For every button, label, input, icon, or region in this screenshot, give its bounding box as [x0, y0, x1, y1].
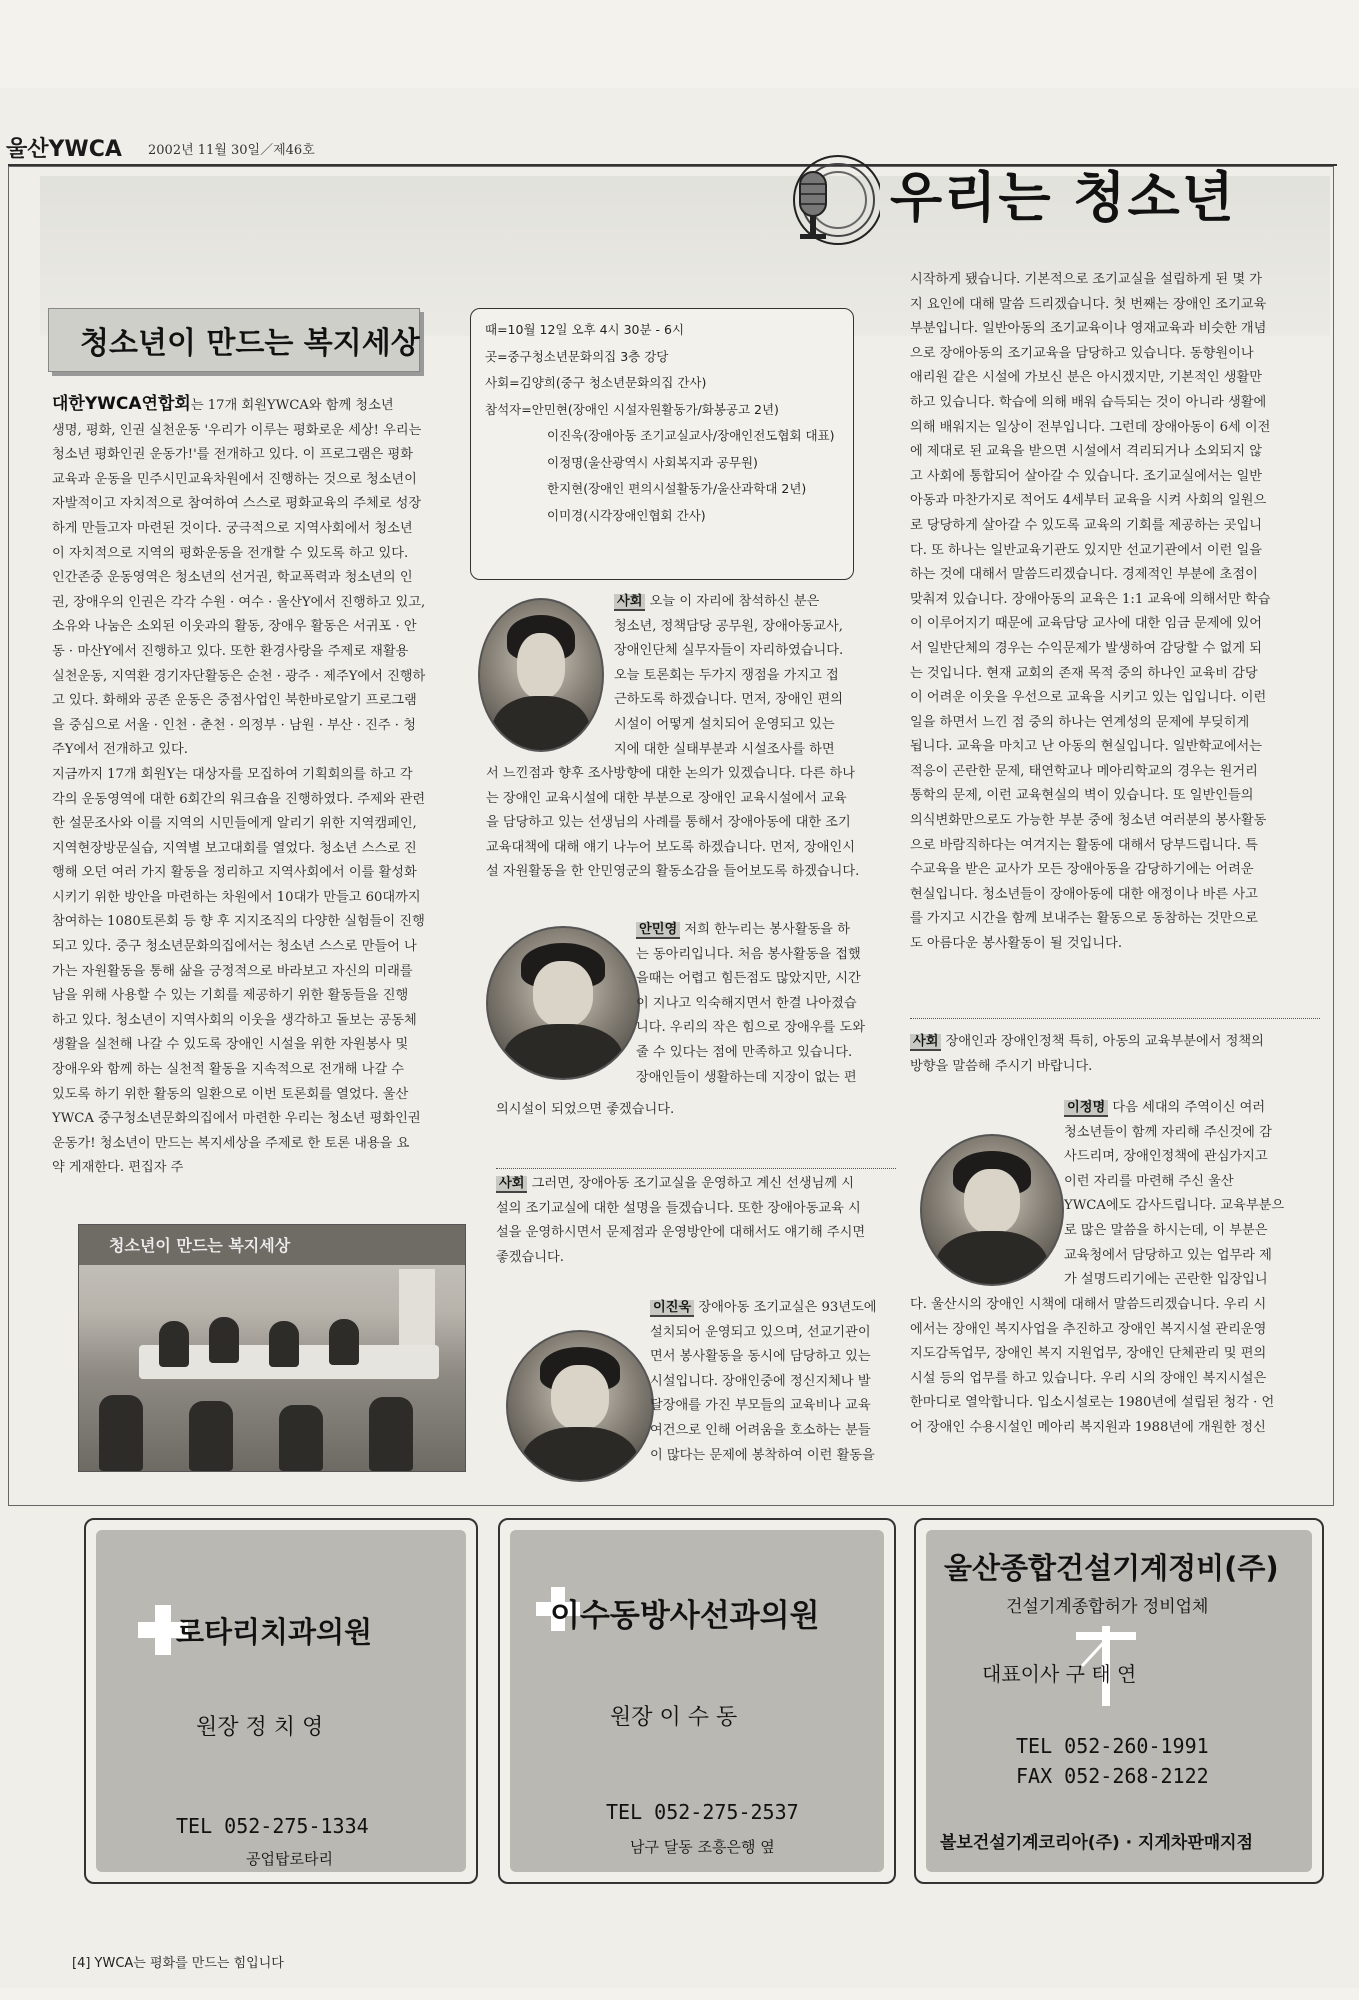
photo-lee-jungmyung — [920, 1134, 1064, 1286]
text-line: 일을 하면서 느낀 점 중의 하나는 연계성의 문제에 부딪히게 — [910, 714, 1250, 730]
moderator-block-2 — [496, 1172, 892, 1270]
ad-director: 원장 이 수 동 — [610, 1705, 738, 1730]
text-line: 시설입니다. 장애인중에 정신지체나 발 — [650, 1373, 871, 1389]
moderator-block-3 — [910, 1030, 1320, 1079]
text-line: 하고 있다. 청소년이 지역사회의 이웃을 생각하고 돌보는 공동체 — [52, 1012, 417, 1028]
text-line: 달장애를 가진 부모들의 교육비나 교육 — [650, 1398, 871, 1414]
text-line: 자발적이고 자치적으로 참여하여 스스로 평화교육의 주체로 성장 — [52, 496, 422, 512]
text-line: 는 것입니다. 현재 교회의 존재 목적 중의 하나인 교육비 감당 — [910, 665, 1258, 681]
text-line: 청소년들이 함께 자리해 주신것에 감 — [1064, 1124, 1272, 1140]
text-line: 오늘 토론회는 두가지 쟁점을 가지고 접 — [614, 667, 839, 683]
ad-leesoodong-radiology — [498, 1518, 896, 1884]
ad-name: 로타리치과의원 — [176, 1615, 373, 1649]
text-line: 방향을 말씀해 주시기 바랍니다. — [910, 1058, 1093, 1074]
speaker-name: 이정명 — [1064, 1100, 1108, 1117]
text-line: 하게 만들고자 마련된 것이다. 궁극적으로 지역사회에서 청소년 — [52, 520, 413, 536]
text-line: 주Y에서 전개하고 있다. — [52, 742, 188, 758]
divider — [496, 1168, 896, 1169]
text-line: 가 설명드리기에는 곤란한 입장입니 — [1064, 1272, 1268, 1288]
text-line: 장애우와 함께 하는 실천적 활동을 지속적으로 전개해 나갈 수 — [52, 1062, 405, 1078]
photo-moderator — [478, 598, 604, 752]
section-title: 우리는 청소년 — [890, 165, 1236, 229]
text-line: 실천운동, 지역환 경기자단활동은 순천 · 광주 · 제주Y에서 진행하 — [52, 668, 426, 684]
text-line: 설을 운영하시면서 문제점과 운영방안에 대해서도 얘기해 주시면 — [496, 1225, 866, 1241]
text-line: 지에 대한 실태부분과 시설조사를 하면 — [614, 741, 835, 757]
ad-address: 남구 달동 조흥은행 옆 — [630, 1838, 775, 1856]
text-line: YWCA 중구청소년문화의집에서 마련한 우리는 청소년 평화인권 — [52, 1111, 421, 1127]
text-line: 서 느낀점과 향후 조사방향에 대한 논의가 있겠습니다. 다른 하나 — [486, 766, 855, 781]
text-line: 시키기 위한 방안을 마련하는 차원에서 10대가 만들고 60대까지 — [52, 889, 421, 905]
text-line: 이 많다는 문제에 봉착하여 이런 활동을 — [650, 1447, 875, 1463]
text-line: 장애인과 장애인정책 특히, 아동의 교육부분에서 정책의 — [941, 1034, 1264, 1049]
divider — [910, 1018, 1320, 1019]
text-line: 있도록 하기 위한 활동의 일환으로 이번 토론회를 열었다. 울산 — [52, 1086, 409, 1102]
speaker-name: 사회 — [614, 594, 645, 611]
an-minyoung-block-top — [636, 918, 882, 1090]
moderator-block-1-top — [614, 590, 862, 762]
text-line: 이 자치적으로 지역의 평화운동을 전개할 수 있도록 하고 있다. — [52, 545, 409, 561]
text-line: 약 게재한다. 편집자 주 — [52, 1160, 184, 1176]
moderator-block-1-bottom — [486, 762, 878, 885]
text-line: 교육청에서 담당하고 있는 업무라 제 — [1064, 1247, 1272, 1263]
photo-banner — [79, 1225, 465, 1265]
text-line: 권, 장애우의 인권은 각각 수원 · 여수 · 울산Y에서 진행하고 있고, — [52, 594, 426, 610]
text-line: 참여하는 1080토론회 등 향 후 지지조직의 다양한 실험들이 진행 — [52, 914, 425, 930]
speaker-name: 이진욱 — [650, 1300, 694, 1317]
lee-jungmyung-block-top — [1064, 1096, 1320, 1293]
text-line: 를 가지고 시간을 함께 보내주는 활동으로 동참하는 것만으로 — [910, 911, 1258, 927]
text-line: 남을 위해 사용할 수 있는 기회를 제공하기 위한 활동들을 진행 — [52, 988, 409, 1004]
info-line: 사회=김양희(중구 청소년문화의집 간사) — [485, 375, 707, 390]
text-line: 설 자원활동을 한 안민영군의 활동소감을 들어보도록 하겠습니다. — [486, 864, 860, 880]
text-line: 시설이 어떻게 설치되어 운영되고 있는 — [614, 716, 835, 732]
text-line: 으로 장애아동의 조기교육을 담당하고 있습니다. 동향원이나 — [910, 345, 1254, 361]
ad-name: 이수동방사선과의원 — [550, 1598, 820, 1634]
text-line: 각의 운동영역에 대한 6회간의 워크숍을 진행하였다. 주제와 관련 — [52, 791, 426, 807]
speaker-name: 사회 — [910, 1034, 941, 1051]
event-info-box — [470, 308, 854, 580]
text-line: 애리원 같은 시설에 가보신 분은 아시겠지만, 기본적인 생활만 — [910, 370, 1263, 386]
text-line: 이 어려운 이웃을 우선으로 교육을 시키고 있는 입입니다. 이런 — [910, 690, 1267, 706]
text-line: 오늘 이 자리에 참석하신 분은 — [645, 594, 820, 609]
text-line: 어 장애인 수용시설인 메아리 복지원과 1988년에 개원한 정신 — [910, 1419, 1266, 1435]
ad-address: 공업탑로타리 — [246, 1850, 333, 1868]
text-line: 이런 자리를 마련해 주신 울산 — [1064, 1173, 1234, 1189]
ad-fax: FAX 052-268-2122 — [1016, 1764, 1209, 1788]
info-line: 참석자=안민현(장애인 시설자원활동가/화봉공고 2년) — [485, 401, 779, 417]
speaker-name: 사회 — [496, 1176, 527, 1193]
text-line: 지금까지 17개 회원Y는 대상자를 모집하여 기획회의를 하고 각 — [52, 766, 413, 782]
text-line: 을 중심으로 서울 · 인천 · 춘천 · 의정부 · 남원 · 부산 · 진주 · 청 — [52, 717, 416, 733]
text-line: 인간존중 운동영역은 청소년의 선거권, 학교폭력과 청소년의 인 — [52, 570, 413, 586]
text-line: 됩니다. 교육을 마치고 난 아동의 현실입니다. 일반학교에서는 — [910, 739, 1263, 755]
lee-jungmyung-block-bottom — [910, 1293, 1320, 1441]
text-line: 여건으로 인해 어려움을 호소하는 분들 — [650, 1422, 871, 1438]
ad-director: 원장 정 치 영 — [196, 1715, 324, 1740]
text-line: 는 17개 회원YWCA와 함께 청소년 — [190, 398, 394, 413]
text-line: 행해 오던 여러 가지 활동을 정리하고 지역사회에서 이를 활성화 — [52, 865, 417, 881]
text-line: 교육대책에 대해 얘기 나누어 보도록 하겠습니다. 먼저, 장애인시 — [486, 839, 855, 855]
masthead-title: 울산YWCA — [6, 137, 122, 162]
text-line: 이 지나고 익숙해지면서 한결 나아졌습 — [636, 995, 857, 1011]
text-line: 설치되어 운영되고 있으며, 선교기관이 — [650, 1324, 871, 1340]
text-line: 지 요인에 대해 말씀 드리겠습니다. 첫 번째는 장애인 조기교육 — [910, 296, 1267, 312]
text-line: 는 장애인 교육시설에 대한 부분으로 장애인 교육시설에서 교육 — [486, 790, 847, 806]
info-line: 이미경(시각장애인협회 간사) — [547, 507, 706, 523]
text-line: 맞춰져 있습니다. 장애아동의 교육은 1:1 교육에 의해서만 학습 — [910, 591, 1271, 607]
photo-lee-jinuk — [506, 1330, 654, 1482]
ad-tel: TEL 052-275-2537 — [606, 1800, 799, 1824]
page-footer: [4] YWCA는 평화를 만드는 힘입니다 — [72, 1956, 284, 1971]
intro-column — [52, 392, 470, 1181]
text-line: 적응이 곤란한 문제, 태연학교나 메아리학교의 경우는 원거리 — [910, 763, 1258, 779]
text-line: 통학의 문제, 이런 교육현실의 벽이 있습니다. 또 일반인들의 — [910, 788, 1254, 804]
intro-text — [52, 392, 470, 1181]
lee-jinuk-block — [650, 1296, 898, 1468]
headline: 청소년이 만드는 복지세상 — [80, 326, 420, 361]
text-line: 설의 조기교실에 대한 설명을 들겠습니다. 또한 장애아동교육 시 — [496, 1200, 861, 1216]
text-line: 생명, 평화, 인권 실천운동 '우리가 이루는 평화로운 세상! 우리는 — [52, 422, 422, 438]
ad-rotary-dental — [84, 1518, 478, 1884]
text-line: 에 제대로 된 교육을 받으면 시설에서 격리되거나 소외되지 않 — [910, 444, 1263, 460]
text-line: YWCA에도 감사드립니다. 교육부분으 — [1064, 1198, 1285, 1214]
text-line: 다음 세대의 주역이신 여러 — [1108, 1100, 1266, 1115]
info-line: 곳=중구청소년문화의집 3층 강당 — [485, 348, 669, 364]
column-3-continued — [910, 268, 1320, 957]
text-line: 으로 바람직하다는 여겨지는 활동에 대해서 당부드립니다. 특 — [910, 837, 1258, 853]
text-line: 의해 배워지는 일상이 전부입니다. 그런데 장애아동이 6세 이전 — [910, 419, 1271, 435]
text-line: 의시설이 되었으면 좋겠습니다. — [496, 1102, 675, 1117]
ad-tel: TEL 052-275-1334 — [176, 1814, 369, 1838]
text-line: 저희 한누리는 봉사활동을 하 — [680, 922, 850, 937]
text-line: 서 일반단체의 경우는 수익문제가 발생하여 감당할 수 없게 되 — [910, 640, 1263, 656]
text-line: 부분입니다. 일반아동의 조기교육이나 영재교육과 비슷한 개념 — [910, 321, 1267, 337]
text-line: 좋겠습니다. — [496, 1249, 564, 1265]
text-line: 지역현장방문실습, 지역별 보고대회를 열었다. 청소년 스스로 진 — [52, 840, 417, 856]
speaker-name: 안민영 — [636, 922, 680, 939]
text-line: 니다. 우리의 작은 힘으로 장애우를 도와 — [636, 1020, 865, 1036]
text-line: 소유와 나눔은 소외된 이웃과의 활동, 장애우 활동은 서귀포 · 안 — [52, 619, 417, 635]
text-line: 현실입니다. 청소년들이 장애아동에 대한 애정이나 바른 사고 — [910, 886, 1258, 902]
text-line: 하는 것에 대해서 말씀드리겠습니다. 경제적인 부분에 초점이 — [910, 567, 1258, 583]
info-line: 때=10월 12일 오후 4시 30분 - 6시 — [485, 322, 685, 337]
ad-ulsan-construction — [914, 1518, 1324, 1884]
photo-banner-text: 청소년이 만드는 복지세상 — [109, 1236, 291, 1255]
text-line: 시설 등의 업무를 하고 있습니다. 우리 시의 장애인 복지시설은 — [910, 1370, 1267, 1386]
info-line: 이진욱(장애아동 조기교실교사/장애인전도협회 대표) — [547, 428, 835, 443]
text-line: 로 당당하게 살아갈 수 있도록 교육의 기회를 제공하는 곳입니 — [910, 517, 1263, 533]
text-line: 사드리며, 장애인정책에 관심가지고 — [1064, 1149, 1268, 1165]
text-line: 동 · 마산Y에서 진행하고 있다. 또한 환경사랑을 주제로 재활용 — [52, 643, 409, 659]
text-line: 운동가! 청소년이 만드는 복지세상을 주제로 한 토론 내용을 요 — [52, 1135, 410, 1151]
text-line: 가는 자원활동을 통해 삶을 긍정적으로 바라보고 자신의 미래를 — [52, 963, 413, 979]
text-line: 다. 또 하나는 일반교육기관도 있지만 선교기관에서 이런 일을 — [910, 542, 1263, 558]
photo-an-minyoung — [486, 926, 640, 1080]
text-line: 을때는 어렵고 힘든점도 많았지만, 시간 — [636, 971, 861, 987]
text-line: 한마디로 열악합니다. 입소시설로는 1980년에 설립된 청각 · 언 — [910, 1395, 1275, 1411]
text-line: 면서 봉사활동을 동시에 담당하고 있는 — [650, 1349, 871, 1365]
text-line: 고 사회에 통합되어 살아갈 수 있습니다. 조기교실에서는 일반 — [910, 468, 1263, 484]
text-line: 아동과 마찬가지로 적어도 4세부터 교육을 시켜 사회의 일원으 — [910, 493, 1267, 509]
text-line: 그러면, 장애아동 조기교실을 운영하고 계신 선생님께 시 — [527, 1176, 855, 1191]
text-line: 고 있다. 화해와 공존 운동은 중점사업인 북한바로알기 프로그램 — [52, 693, 417, 709]
text-line: 시작하게 됐습니다. 기본적으로 조기교실을 설립하게 된 몇 가 — [910, 272, 1263, 287]
text-line: 다. 울산시의 장애인 시책에 대해서 말씀드리겠습니다. 우리 시 — [910, 1297, 1267, 1312]
text-line: 을 담당하고 있는 선생님의 사례를 통해서 장애아동에 대한 조기 — [486, 815, 851, 831]
text-line: 근하도록 하겠습니다. 먼저, 장애인 편의 — [614, 692, 843, 708]
info-line: 한지현(장애인 편의시설활동가/울산과학대 2년) — [547, 481, 807, 496]
text-line: 줄 수 있다는 점에 만족하고 있습니다. — [636, 1044, 853, 1060]
info-line: 이정명(울산광역시 사회복지과 공무원) — [547, 454, 758, 470]
text-line: 청소년 평화인권 운동가!'를 전개하고 있다. 이 프로그램은 평화 — [52, 447, 413, 463]
ad-subtitle: 건설기계종합허가 정비업체 — [1006, 1597, 1209, 1617]
microphone-icon — [780, 150, 880, 250]
ad-tel: TEL 052-260-1991 — [1016, 1734, 1209, 1758]
text-line: 이 이루어지기 때문에 교육담당 교사에 대한 임금 문제에 있어 — [910, 616, 1263, 632]
text-line: 되고 있다. 중구 청소년문화의집에서는 청소년 스스로 만들어 나 — [52, 939, 417, 955]
text-line: 에서는 장애인 복지사업을 추진하고 장애인 복지시설 관리운영 — [910, 1321, 1267, 1337]
group-photo — [78, 1224, 466, 1472]
text-line: 로 많은 말씀을 하시는데, 이 부분은 — [1064, 1222, 1268, 1238]
text-line: 도 아름다운 봉사활동이 될 것입니다. — [910, 936, 1123, 952]
masthead-date: 2002년 11월 30일／제46호 — [148, 143, 315, 158]
text-line: 장애인들이 생활하는데 지장이 없는 편 — [636, 1069, 857, 1085]
ad-name: 울산종합건설기계정비(주) — [944, 1551, 1279, 1585]
text-line: 하고 있습니다. 학습에 의해 배워 습득되는 것이 아니라 생활에 — [910, 394, 1267, 410]
an-minyoung-block-bottom — [496, 1098, 876, 1123]
ad-footer: 볼보건설기계코리아(주) · 지게차판매지점 — [940, 1833, 1254, 1853]
text-line: 장애아동 조기교실은 93년도에 — [694, 1300, 877, 1315]
text-line: 는 동아리입니다. 처음 봉사활동을 접했 — [636, 946, 861, 962]
text-line: 의식변화만으로도 가능한 부분 중에 청소년 여러분의 봉사활동 — [910, 813, 1267, 829]
text-line: 지도감독업무, 장애인 복지 지원업무, 장애인 단체관리 및 편의 — [910, 1346, 1267, 1362]
text-line: 한 설문조사와 이를 지역의 시민들에게 알리기 위한 지역캠페인, — [52, 816, 417, 832]
text-line: 장애인단체 실무자들이 자리하였습니다. — [614, 643, 844, 659]
text-line: 생활을 실천해 나갈 수 있도록 장애인 시설을 위한 자원봉사 및 — [52, 1037, 409, 1053]
lead-name: 대한YWCA연합회 — [52, 394, 191, 414]
text-line: 교육과 운동을 민주시민교육차원에서 진행하는 것으로 청소년이 — [52, 471, 417, 487]
text-line: 수교육을 받은 교사가 모든 장애아동을 감당하기에는 어려운 — [910, 862, 1254, 878]
ad-director: 대표이사 구 태 연 — [982, 1662, 1137, 1686]
text-line: 청소년, 정책담당 공무원, 장애아동교사, — [614, 618, 843, 634]
